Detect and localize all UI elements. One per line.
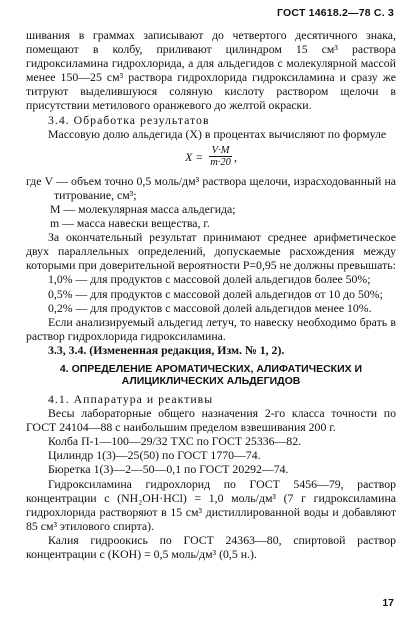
amendment-note: 3.3, 3.4. (Измененная редакция, Изм. № 1, 2). bbox=[48, 342, 285, 357]
page-number: 17 bbox=[382, 597, 394, 609]
equipment-cylinder: Цилиндр 1(3)—25(50) по ГОСТ 1770—74. bbox=[48, 448, 261, 463]
equipment-scales: Весы лабораторные общего назначения 2-го класса точности по ГОСТ 24104—88 с наибольшим пределом взвешивания 200 г. bbox=[26, 406, 396, 435]
reagent-potassium-hydroxide: Калия гидроокись по ГОСТ 24363—80, спиртовой раствор концентрации c (KOH) = 0,5 моль/дм³ (0,5 н.). bbox=[26, 532, 396, 561]
section-heading-4: 4. ОПРЕДЕЛЕНИЕ АРОМАТИЧЕСКИХ, АЛИФАТИЧЕСКИХ И АЛИЦИКЛИЧЕСКИХ АЛЬДЕГИДОВ bbox=[59, 362, 363, 388]
paragraph-volatile: Если анализируемый альдегид летуч, то навеску необходимо брать в раствор гидрохлорида гидроксиламина. bbox=[26, 314, 396, 343]
formula-comma: , bbox=[233, 149, 237, 164]
reagent-hydroxylamine: Гидроксиламина гидрохлорид по ГОСТ 5456—79, раствор концентрации c (NH₂OH·HCl) = 1,0 моль/дм³ (7 г гидроксиламина гидрохлорида растворяют в 15 см³ дистиллированной воды и добавляют 85 см³ этилового спирта). bbox=[26, 476, 396, 533]
paragraph-formula-intro: Массовую долю альдегида (X) в процентах вычисляют по формуле bbox=[48, 126, 387, 141]
section-heading-3-4: 3.4. Обработка результатов bbox=[48, 112, 210, 127]
definition-v: где V — объем точно 0,5 моль/дм³ раствора щелочи, израсходованный на титрование, см³; bbox=[26, 173, 396, 202]
definition-molar-mass: M — молекулярная масса альдегида; bbox=[50, 201, 236, 216]
tolerance-item-3: 0,2% — для продуктов с массовой долей альдегидов менее 10%. bbox=[48, 300, 372, 315]
equipment-burette: Бюретка 1(3)—2—50—0,1 по ГОСТ 20292—74. bbox=[48, 462, 289, 477]
page-header: ГОСТ 14618.2—78 С. 3 bbox=[277, 7, 394, 19]
paragraph-sampling: шивания в граммах записывают до четвертого десятичного знака, помещают в колбу, приливают цилиндром 15 см³ раствора гидроксиламина гидрохлорида, а для альдегидов с молекулярной массой менее 150—25 см³ раствора гидрохлорида гидроксиламина и сразу же титруют выделившуюся соляную кислоту раствором щелочи в присутствии метилового оранжевого до желтой окраски. bbox=[26, 28, 396, 113]
formula-denominator: m·20 bbox=[210, 157, 231, 169]
definition-sample-mass: m — масса навески вещества, г. bbox=[50, 216, 210, 231]
formula-lhs: X = bbox=[185, 149, 204, 164]
document-body bbox=[26, 28, 396, 561]
section-heading-4-1: 4.1. Аппаратура и реактивы bbox=[48, 391, 214, 406]
paragraph-result: За окончательный результат принимают среднее арифметическое двух параллельных определений, допускаемые расхождения между которыми при доверительной вероятности P=0,95 не должны превышать: bbox=[26, 230, 396, 273]
formula-fraction bbox=[207, 145, 234, 168]
formula bbox=[26, 142, 396, 172]
tolerance-item-2: 0,5% — для продуктов с массовой долей альдегидов от 10 до 50%; bbox=[48, 286, 383, 301]
formula-numerator: V·M bbox=[209, 145, 233, 157]
tolerance-item-1: 1,0% — для продуктов с массовой долей альдегидов более 50%; bbox=[48, 272, 371, 287]
equipment-flask: Колба П-1—100—29/32 ТХС по ГОСТ 25336—82. bbox=[48, 434, 302, 449]
